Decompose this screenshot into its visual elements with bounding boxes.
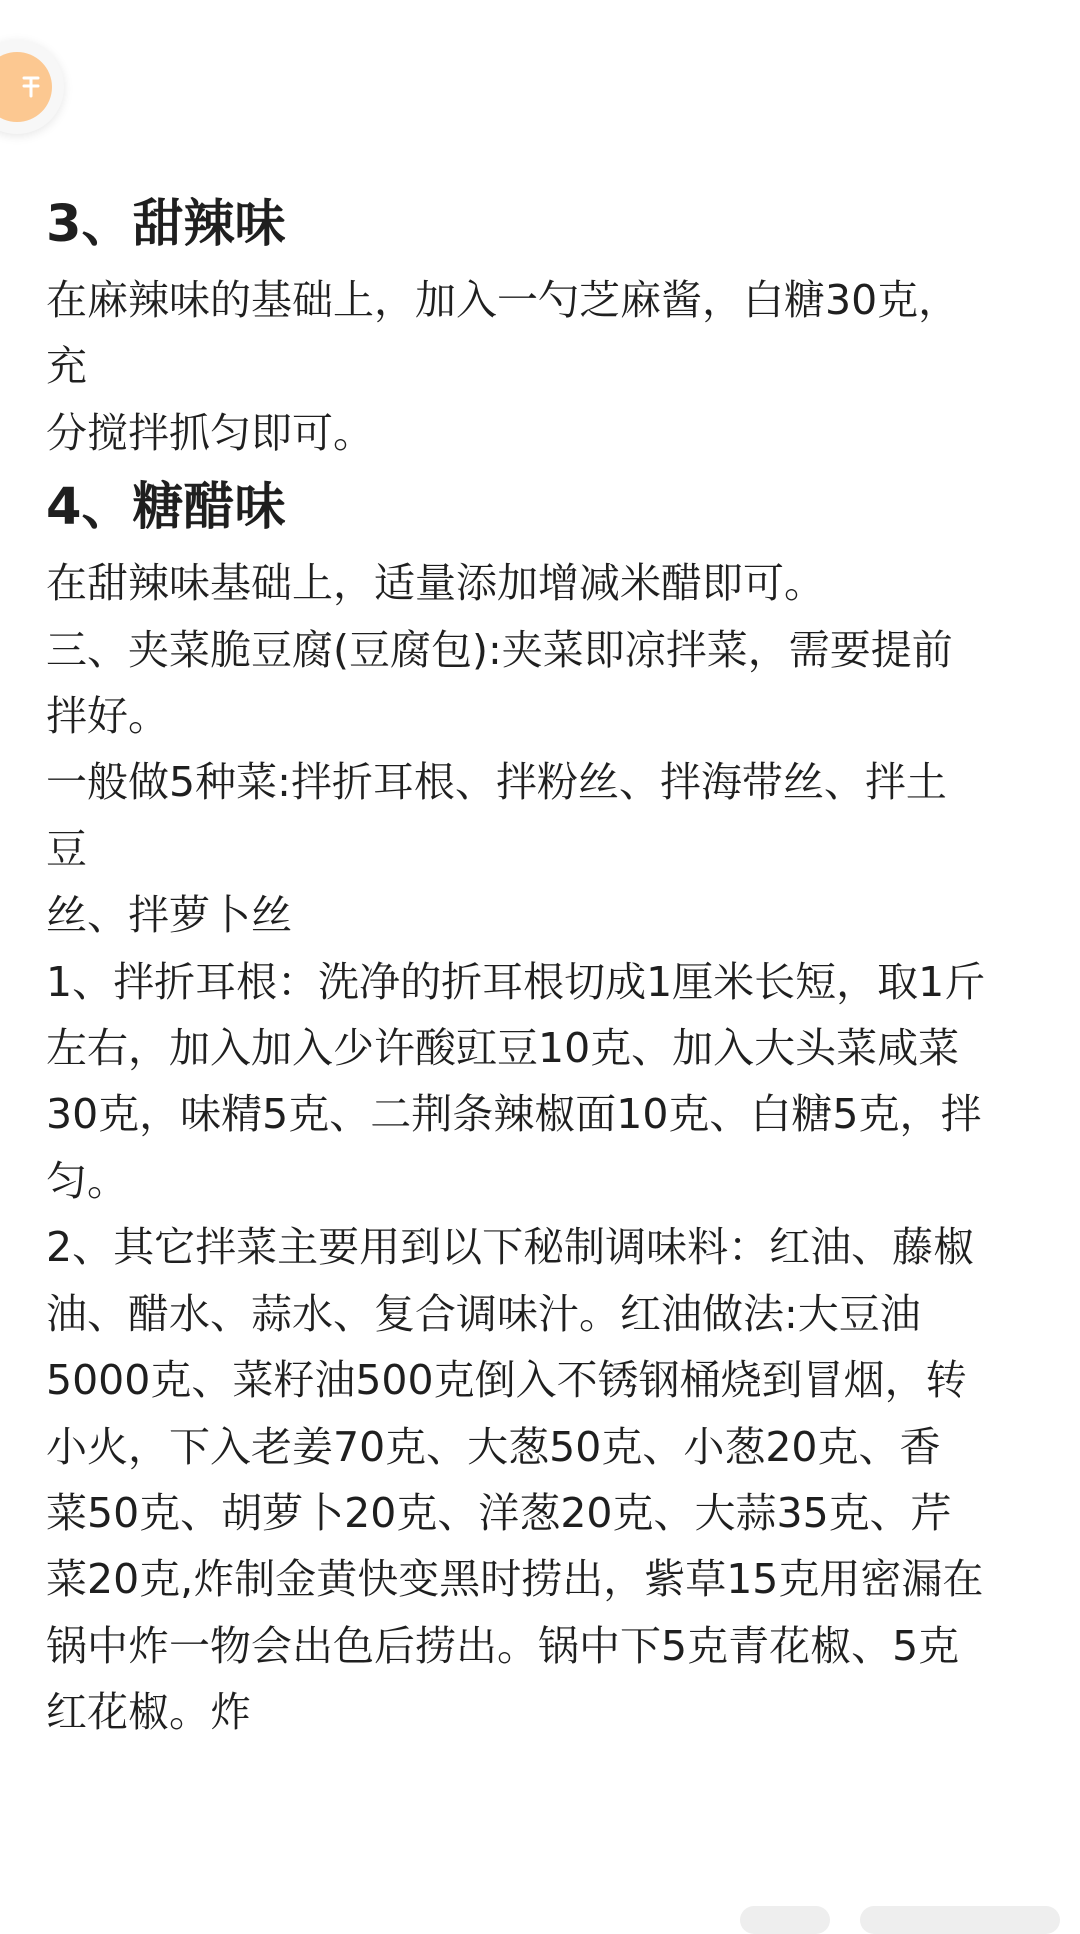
bottom-bar-hint [0, 1904, 1080, 1920]
paragraph-line: 在甜辣味基础上，适量添加增减米醋即可。 [46, 559, 825, 608]
bottom-pill-right [860, 1906, 1060, 1934]
paragraph-line: 匀。 [46, 1156, 128, 1205]
paragraph-line: 油、醋水、蒜水、复合调味汁。红油做法:大豆油 [46, 1289, 921, 1338]
article-content [46, 183, 1046, 1746]
paragraph-line: 菜50克、胡萝卜20克、洋葱20克、大蒜35克、芹 [46, 1488, 952, 1537]
paragraph-line: 三、夹菜脆豆腐(豆腐包):夹菜即凉拌菜，需要提前 [46, 625, 953, 674]
paragraph-line: 分搅拌抓匀即可。 [46, 408, 374, 457]
paragraph-line: 丝、拌萝卜丝 [46, 891, 292, 940]
bottom-pill-left [740, 1906, 830, 1934]
section-sweet-spicy [46, 183, 1046, 466]
paragraph-line: 2、其它拌菜主要用到以下秘制调味料：红油、藤椒 [46, 1223, 975, 1272]
section-sweet-sour [46, 466, 1046, 1745]
floating-share-badge[interactable] [0, 52, 52, 122]
section-heading: 3、甜辣味 [46, 195, 286, 254]
section-heading: 4、糖醋味 [46, 478, 286, 538]
paragraph-line: 5000克、菜籽油500克倒入不锈钢桶烧到冒烟，转 [46, 1356, 967, 1405]
paragraph-line: 在麻辣味的基础上，加入一勺芝麻酱，白糖30克， [46, 276, 960, 324]
floating-share-button[interactable] [0, 40, 64, 134]
paragraph-line: 豆 [46, 824, 87, 873]
paragraph-line: 充 [46, 342, 87, 391]
paragraph-line: 1、拌折耳根：洗净的折耳根切成1厘米长短，取1斤 [46, 957, 986, 1006]
paragraph-line: 菜20克,炸制金黄快变黑时捞出，紫草15克用密漏在 [46, 1555, 984, 1604]
paragraph-line: 30克，味精5克、二荆条辣椒面10克、白糖5克，拌 [46, 1090, 982, 1139]
paragraph-line: 红花椒。炸 [46, 1688, 251, 1737]
paragraph-line: 小火，下入老姜70克、大葱50克、小葱20克、香 [46, 1422, 941, 1471]
paragraph-line: 一般做5种菜:拌折耳根、拌粉丝、拌海带丝、拌土 [46, 758, 947, 807]
paragraph-line: 左右，加入加入少许酸豇豆10克、加入大头菜咸菜 [46, 1024, 960, 1073]
share-icon [20, 74, 42, 100]
paragraph-line: 锅中炸一物会出色后捞出。锅中下5克青花椒、5克 [46, 1621, 960, 1670]
paragraph-line: 拌好。 [46, 692, 169, 741]
